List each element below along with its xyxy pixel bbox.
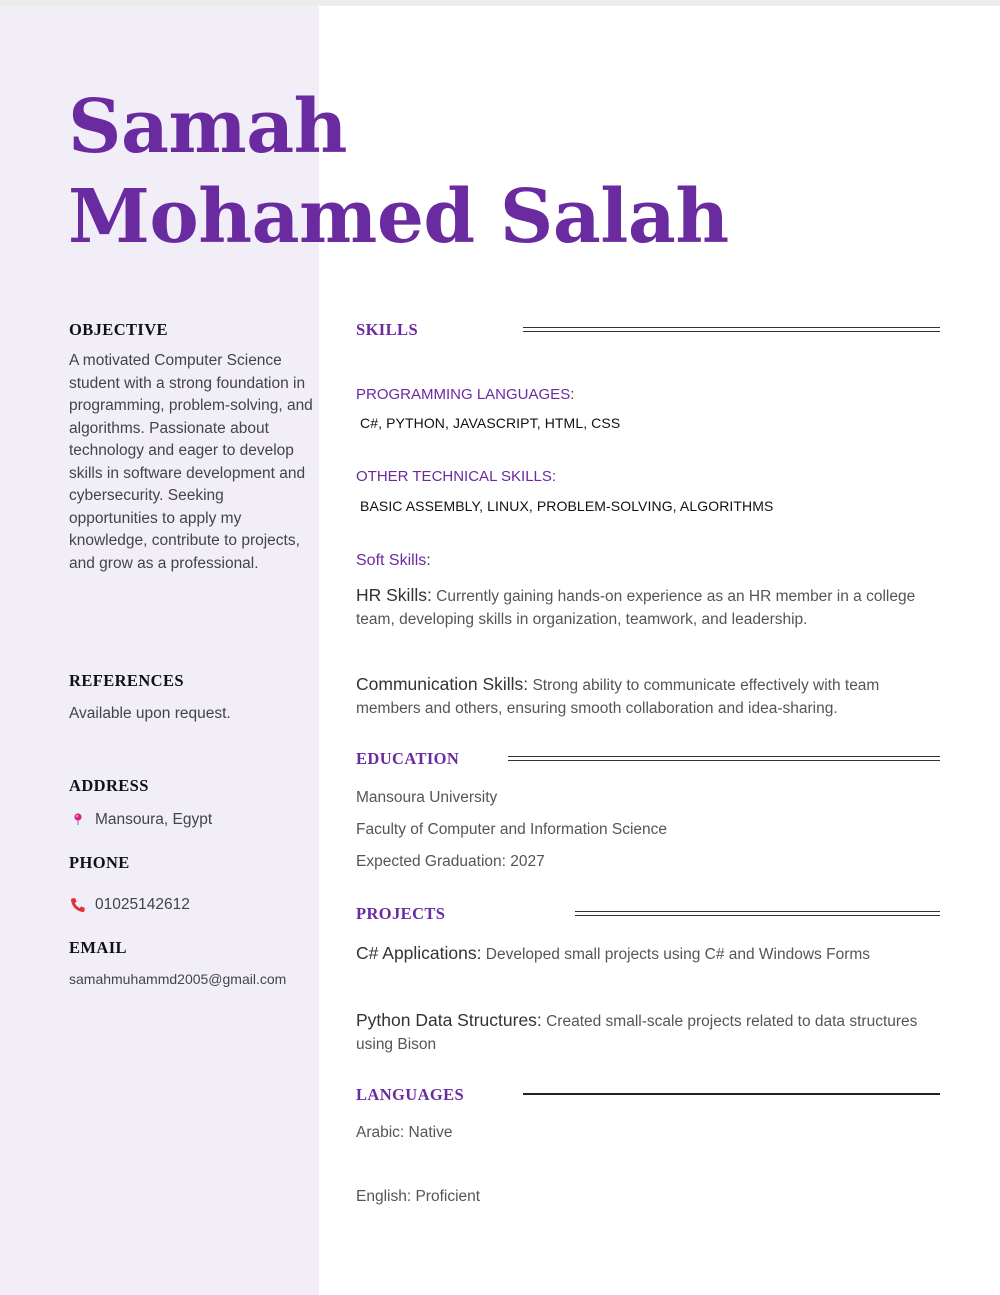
- phone-row: [69, 896, 190, 914]
- name-rest: Mohamed Salah: [68, 174, 729, 260]
- hr-skills-lead: HR Skills:: [356, 585, 432, 605]
- projects-heading: PROJECTS: [356, 904, 446, 923]
- resume-page: [0, 6, 1000, 1295]
- technical-value: BASIC ASSEMBLY, LINUX, PROBLEM-SOLVING, ALGORITHMS: [360, 498, 774, 514]
- candidate-name: [68, 82, 729, 262]
- references-heading: REFERENCES: [69, 671, 184, 690]
- references-text: Available upon request.: [69, 705, 231, 722]
- address-text: Mansoura, Egypt: [95, 811, 213, 828]
- project-python-lead: Python Data Structures:: [356, 1010, 542, 1030]
- name-first: Samah: [68, 84, 347, 170]
- email-text[interactable]: samahmuhammd2005@gmail.com: [69, 971, 287, 987]
- objective-heading: OBJECTIVE: [69, 320, 168, 339]
- project-csharp: C# Applications: Developed small projects using C# and Windows Forms: [356, 943, 871, 963]
- education-heading: EDUCATION: [356, 749, 460, 768]
- education-divider: [508, 756, 940, 761]
- hr-skills-text: HR Skills: Currently gaining hands-on experience as an HR member in a college team, developing skills in organization, teamwork, and leadership.: [356, 585, 916, 628]
- project-python: Python Data Structures: Created small-scale projects related to data structures using Bison: [356, 1010, 918, 1053]
- languages-divider: [523, 1093, 940, 1095]
- objective-text: A motivated Computer Science student with a strong foundation in programming, problem-solving, and algorithms. Passionate about technology and eager to develop skills in software development and cybersecurity. Seeking opportunities to apply my knowledge, contribute to projects, and grow as a professional.: [69, 352, 313, 572]
- language-arabic: Arabic: Native: [356, 1124, 453, 1141]
- project-csharp-lead: C# Applications:: [356, 943, 482, 963]
- soft-skills-label: Soft Skills:: [356, 552, 431, 569]
- map-pin-icon: [69, 811, 87, 829]
- programming-value: C#, PYTHON, JAVASCRIPT, HTML, CSS: [360, 415, 621, 431]
- languages-heading: LANGUAGES: [356, 1085, 465, 1104]
- communication-skills-text: Communication Skills: Strong ability to communicate effectively with team members and others, ensuring smooth collaboration and idea-sharing.: [356, 674, 880, 717]
- projects-divider: [575, 911, 940, 916]
- phone-icon: [69, 896, 87, 914]
- address-heading: ADDRESS: [69, 776, 149, 795]
- education-university: Mansoura University: [356, 789, 498, 806]
- address-row: [69, 811, 212, 829]
- phone-heading: PHONE: [69, 853, 130, 872]
- skills-heading: SKILLS: [356, 320, 419, 339]
- education-graduation: Expected Graduation: 2027: [356, 853, 545, 870]
- skills-divider: [523, 327, 940, 332]
- language-english: English: Proficient: [356, 1188, 481, 1205]
- communication-skills-lead: Communication Skills:: [356, 674, 529, 694]
- education-faculty: Faculty of Computer and Information Science: [356, 821, 668, 838]
- technical-label: OTHER TECHNICAL SKILLS:: [356, 468, 557, 485]
- programming-label: PROGRAMMING LANGUAGES:: [356, 386, 575, 403]
- phone-text: 01025142612: [95, 896, 190, 913]
- email-heading: EMAIL: [69, 938, 127, 957]
